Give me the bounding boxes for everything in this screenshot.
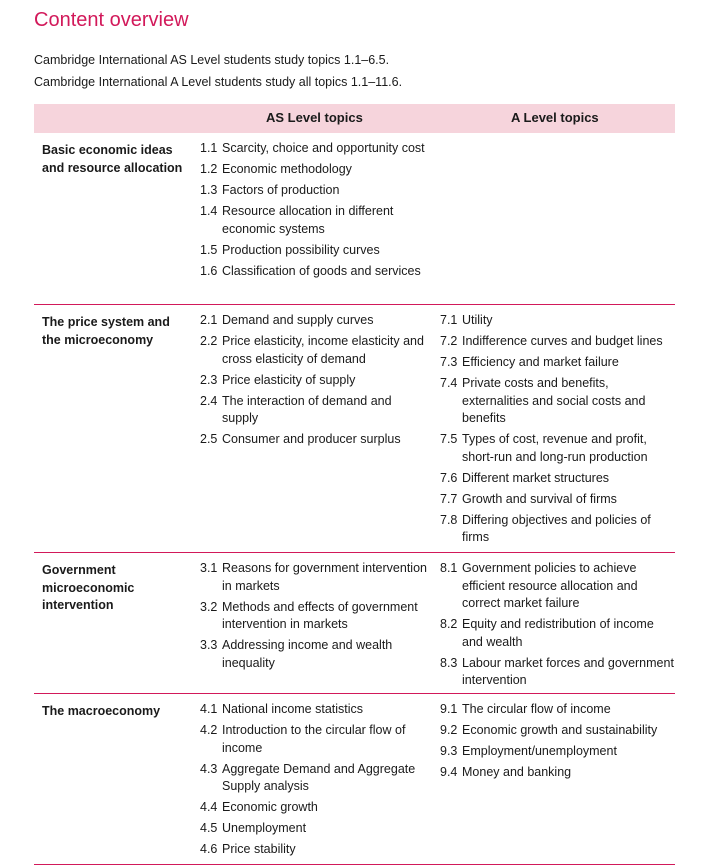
topic-text: Price elasticity, income elasticity and cross elasticity of demand	[222, 334, 424, 366]
topic-text: Equity and redistribution of income and wealth	[462, 617, 654, 649]
topic-number: 2.3	[200, 372, 218, 387]
topic-item	[200, 820, 430, 838]
as-topics	[200, 560, 430, 676]
topic-text: Aggregate Demand and Aggregate Supply analysis	[222, 761, 416, 793]
topic-number: 9.4	[440, 765, 458, 779]
topic-text: Government policies to achieve efficient resource allocation and correct market failure	[462, 561, 638, 610]
topic-item	[200, 203, 430, 238]
topic-item	[200, 599, 430, 634]
a-topics	[440, 701, 675, 785]
topic-number: 4.3	[200, 761, 218, 776]
topic-number: 3.1	[200, 561, 218, 575]
topic-number: 7.4	[440, 376, 458, 390]
topic-number: 4.1	[200, 702, 218, 716]
topic-number: 7.1	[440, 313, 458, 327]
topic-text: Price stability	[222, 842, 296, 856]
topic-item	[200, 312, 430, 330]
topic-item	[200, 701, 430, 719]
table-row	[34, 694, 675, 865]
content-table	[34, 104, 675, 865]
topic-text: Different market structures	[462, 470, 610, 485]
topic-number: 1.5	[200, 242, 218, 257]
topic-number: 7.2	[440, 334, 458, 348]
topic-item	[200, 182, 430, 200]
topic-number: 1.3	[200, 183, 218, 197]
row-category: The macroeconomy	[42, 704, 161, 718]
topic-item	[200, 263, 430, 281]
topic-item	[440, 701, 675, 719]
topic-text: Production possibility curves	[222, 242, 380, 257]
topic-item	[440, 655, 675, 690]
row-category: Basic economic ideas and resource allocation	[42, 143, 183, 175]
topic-item	[200, 431, 430, 449]
topic-text: Labour market forces and government intervention	[462, 655, 674, 687]
topic-number: 7.7	[440, 491, 458, 506]
topic-number: 7.8	[440, 512, 458, 527]
topic-number: 2.5	[200, 432, 218, 446]
topic-item	[200, 242, 430, 260]
topic-item	[200, 372, 430, 390]
topic-text: Demand and supply curves	[222, 313, 374, 327]
topic-item	[440, 722, 675, 740]
topic-number: 4.2	[200, 723, 218, 737]
topic-number: 4.5	[200, 821, 218, 835]
topic-text: Utility	[462, 313, 493, 327]
topic-text: The circular flow of income	[462, 702, 611, 716]
topic-text: Differing objectives and policies of firms	[462, 512, 651, 544]
topic-text: Employment/unemployment	[462, 744, 617, 758]
topic-item	[200, 560, 430, 595]
topic-item	[440, 512, 675, 547]
topic-item	[440, 312, 675, 330]
topic-number: 8.3	[440, 655, 458, 670]
a-topics	[440, 312, 675, 550]
intro-text	[34, 49, 402, 93]
topic-item	[440, 764, 675, 782]
topic-item	[440, 470, 675, 488]
topic-number: 2.4	[200, 393, 218, 408]
as-topics	[200, 701, 430, 862]
topic-text: Resource allocation in different economic systems	[222, 204, 394, 236]
topic-number: 9.2	[440, 723, 458, 737]
table-row	[34, 305, 675, 553]
topic-item	[440, 743, 675, 761]
topic-item	[200, 799, 430, 817]
page-title: Content overview	[34, 9, 189, 31]
topic-text: Efficiency and market failure	[462, 355, 619, 369]
topic-text: Consumer and producer surplus	[222, 432, 401, 446]
topic-item	[200, 722, 430, 757]
topic-item	[200, 140, 430, 158]
topic-item	[200, 161, 430, 179]
topic-text: Reasons for government intervention in markets	[222, 561, 427, 593]
topic-text: Types of cost, revenue and profit, short-run and long-run production	[462, 432, 648, 464]
topic-item	[440, 375, 675, 428]
topic-number: 4.4	[200, 800, 218, 814]
topic-text: Price elasticity of supply	[222, 372, 356, 387]
topic-number: 8.2	[440, 617, 458, 631]
topic-number: 2.2	[200, 334, 218, 348]
topic-number: 7.6	[440, 470, 458, 485]
topic-text: Introduction to the circular flow of income	[222, 723, 406, 755]
topic-text: Economic growth and sustainability	[462, 723, 658, 737]
topic-text: Private costs and benefits, externalities and social costs and benefits	[462, 376, 646, 425]
topic-number: 1.6	[200, 263, 218, 278]
topic-number: 7.3	[440, 355, 458, 369]
topic-text: Scarcity, choice and opportunity cost	[222, 141, 425, 155]
topic-number: 1.4	[200, 204, 218, 218]
a-topics	[440, 560, 675, 693]
topic-item	[440, 491, 675, 509]
topic-text: Money and banking	[462, 765, 572, 779]
topic-item	[440, 560, 675, 613]
topic-text: Economic methodology	[222, 162, 352, 176]
topic-number: 9.1	[440, 702, 458, 716]
table-row	[34, 553, 675, 694]
topic-item	[200, 333, 430, 368]
topic-number: 1.2	[200, 162, 218, 176]
topic-item	[440, 431, 675, 466]
topic-number: 4.6	[200, 842, 218, 856]
topic-text: Growth and survival of firms	[462, 491, 617, 506]
topic-item	[440, 354, 675, 372]
table-row	[34, 133, 675, 305]
topic-text: Indifference curves and budget lines	[462, 334, 663, 348]
header-a-level: A Level topics	[511, 110, 599, 125]
topic-number: 3.2	[200, 599, 218, 614]
intro-line-as: Cambridge International AS Level students study topics 1.1–6.5.	[34, 53, 390, 67]
topic-text: National income statistics	[222, 702, 364, 716]
topic-item	[200, 393, 430, 428]
topic-number: 3.3	[200, 638, 218, 652]
topic-item	[440, 333, 675, 351]
topic-text: Addressing income and wealth inequality	[222, 638, 393, 670]
topic-text: Methods and effects of government intervention in markets	[222, 599, 418, 631]
topic-text: Unemployment	[222, 821, 307, 835]
table-header	[34, 104, 675, 133]
topic-item	[200, 761, 430, 796]
row-category: The price system and the microeconomy	[42, 315, 170, 347]
topic-text: The interaction of demand and supply	[222, 393, 392, 425]
topic-text: Economic growth	[222, 800, 318, 814]
topic-item	[440, 616, 675, 651]
as-topics	[200, 312, 430, 452]
topic-item	[200, 637, 430, 672]
topic-number: 7.5	[440, 432, 458, 446]
intro-line-a: Cambridge International A Level students study all topics 1.1–11.6.	[34, 75, 403, 89]
topic-number: 8.1	[440, 561, 458, 575]
row-category: Government microeconomic intervention	[42, 563, 135, 612]
header-as-level: AS Level topics	[266, 110, 363, 125]
topic-number: 2.1	[200, 313, 218, 327]
topic-text: Factors of production	[222, 183, 340, 197]
topic-item	[200, 841, 430, 859]
topic-text: Classification of goods and services	[222, 263, 421, 278]
topic-number: 9.3	[440, 744, 458, 758]
as-topics	[200, 140, 430, 284]
topic-number: 1.1	[200, 141, 218, 155]
